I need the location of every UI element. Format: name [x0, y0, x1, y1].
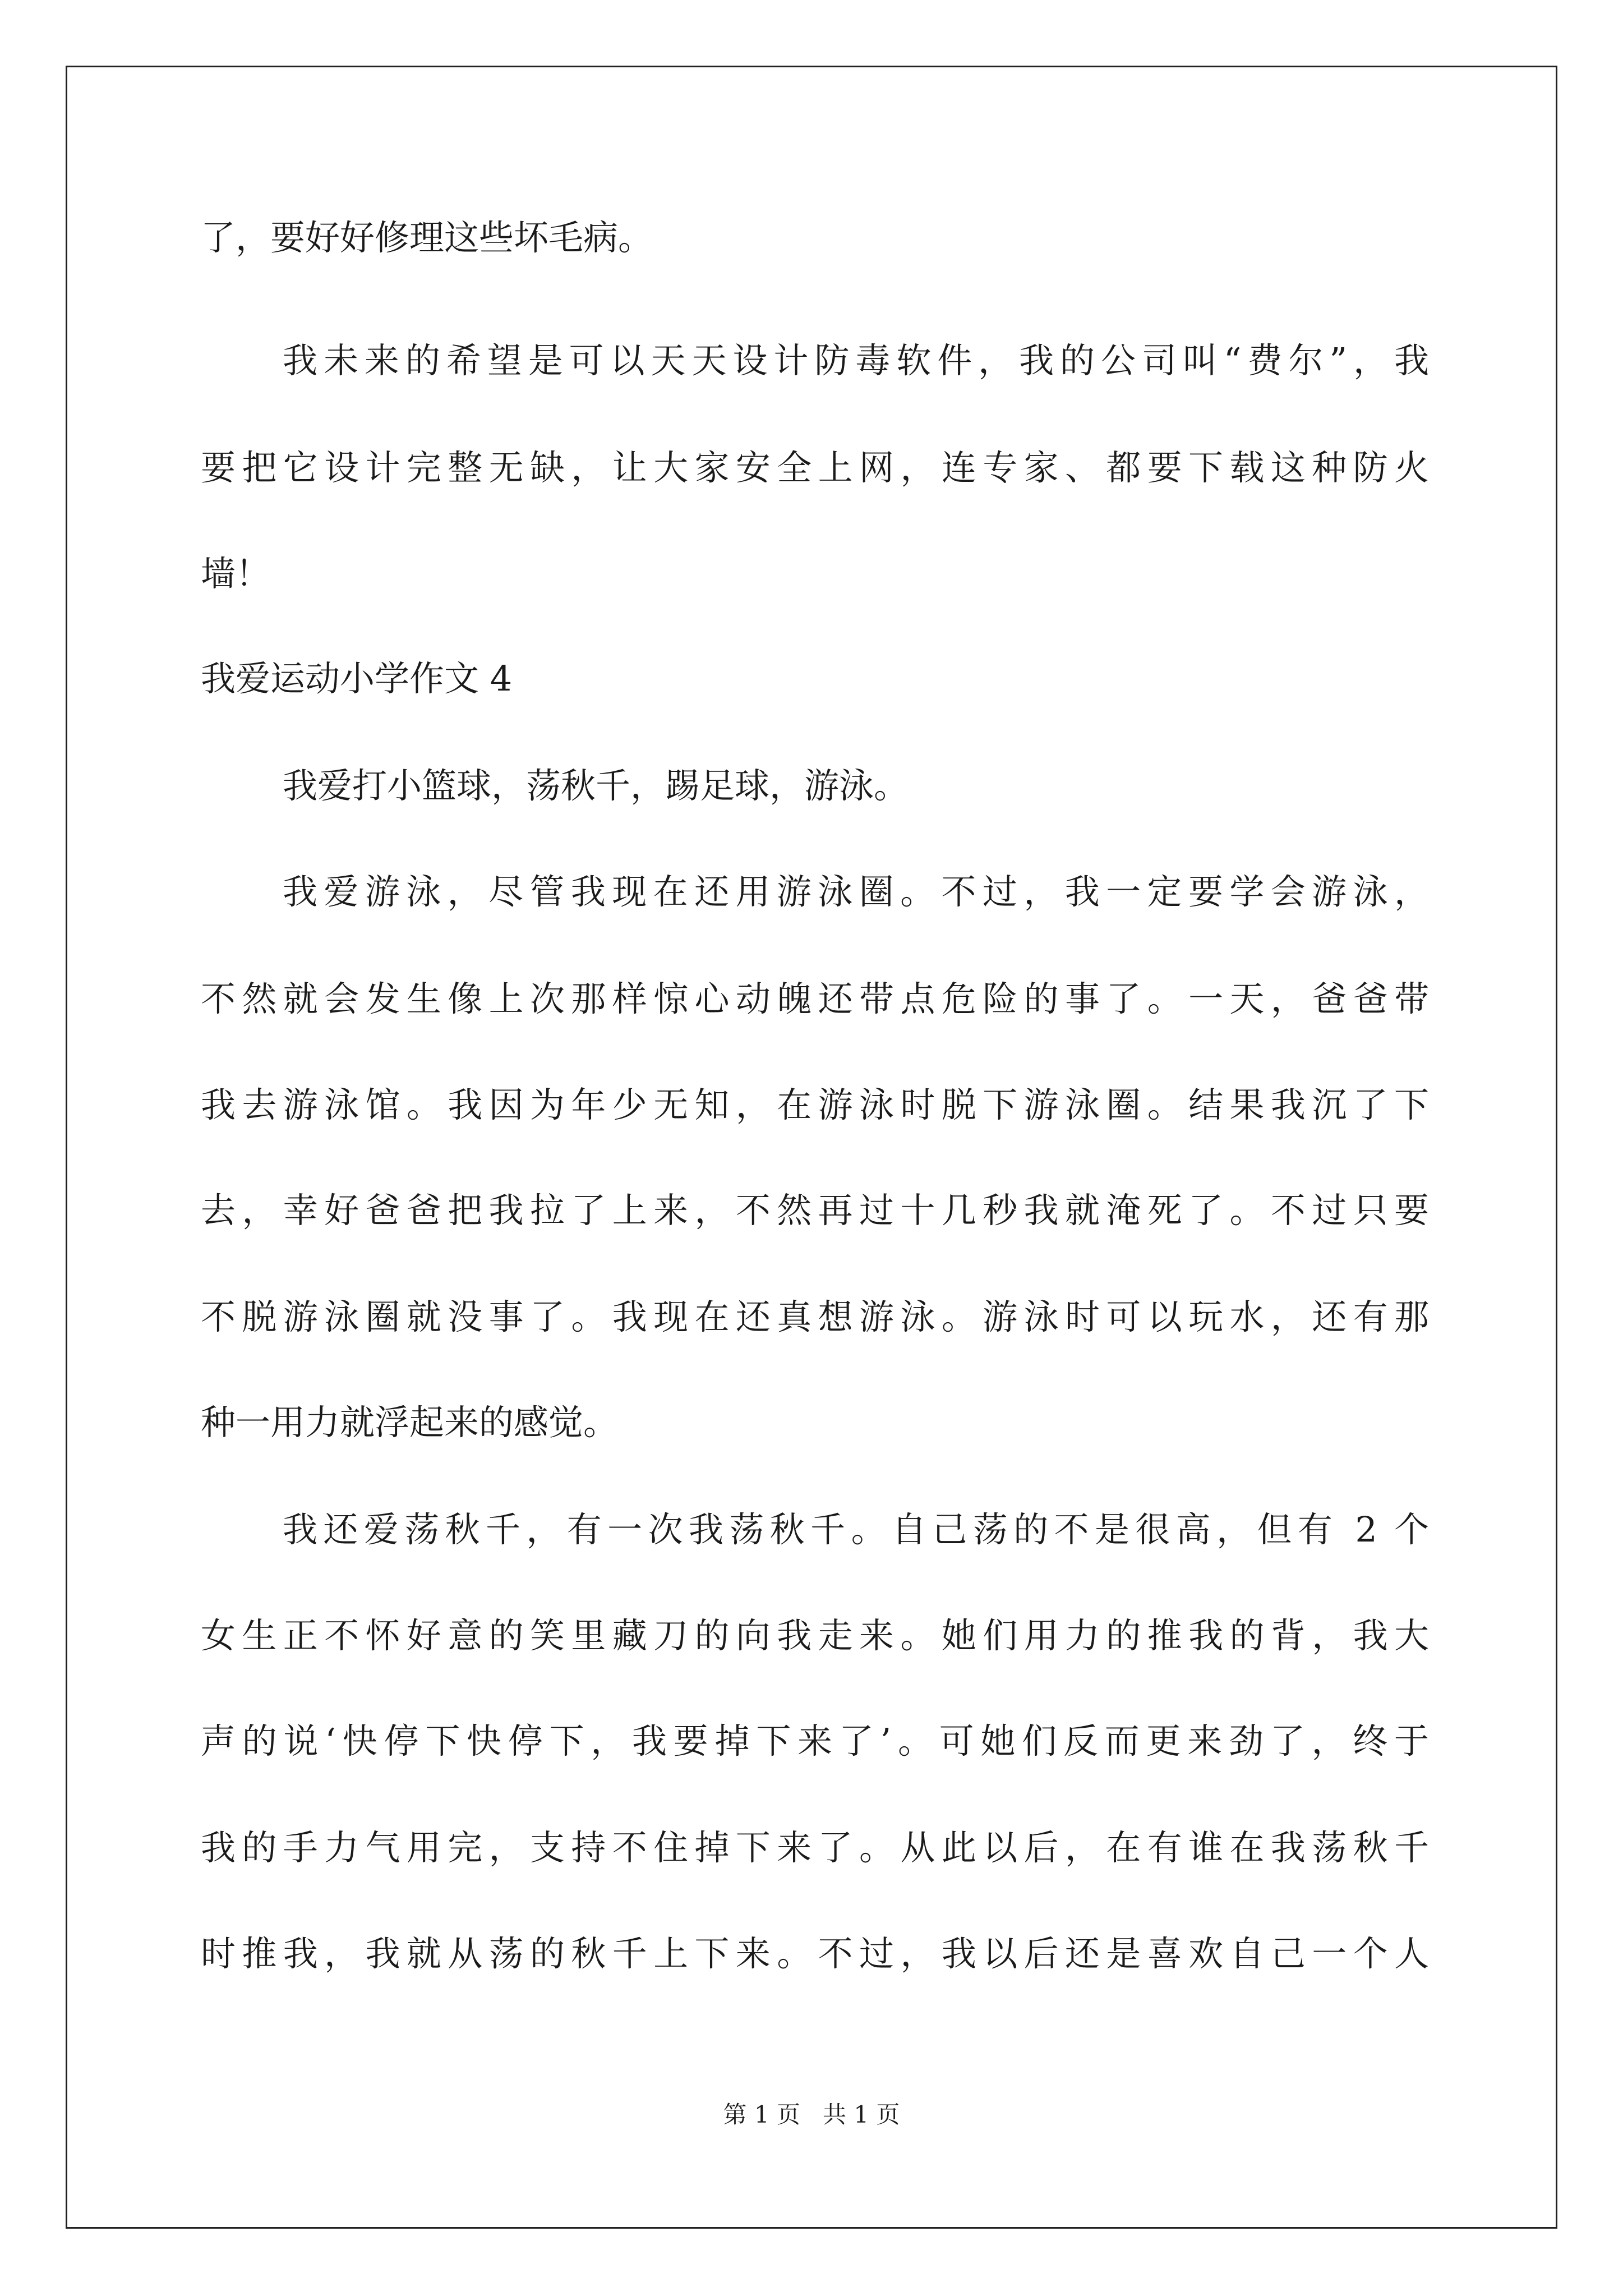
text-line: 我爱打小篮球，荡秋千，踢足球，游泳。: [283, 765, 909, 806]
page-number-total: 共 1 页: [823, 2101, 900, 2128]
section-heading: 我爱运动小学作文 4: [201, 658, 513, 699]
text-line: 去，幸好爸爸把我拉了上来，不然再过十几秒我就淹死了。不过只要: [201, 1190, 1429, 1231]
text-line: 不然就会发生像上次那样惊心动魄还带点危险的事了。一天，爸爸带: [201, 978, 1429, 1019]
text-line: 墙！: [201, 553, 271, 594]
page-footer: [0, 2098, 1623, 2132]
text-line: 我未来的希望是可以天天设计防毒软件，我的公司叫“费尔”，我: [283, 340, 1429, 381]
text-line: 我的手力气用完，支持不住掉下来了。从此以后，在有谁在我荡秋千: [201, 1827, 1429, 1868]
text-line: 女生正不怀好意的笑里藏刀的向我走来。她们用力的推我的背，我大: [201, 1615, 1429, 1656]
text-line: 声的说‘快停下快停下，我要掉下来了’。可她们反而更来劲了，终于: [201, 1720, 1429, 1761]
text-line: 我去游泳馆。我因为年少无知，在游泳时脱下游泳圈。结果我沉了下: [201, 1084, 1429, 1125]
text-line: 我爱游泳，尽管我现在还用游泳圈。不过，我一定要学会游泳，: [283, 871, 1429, 912]
page-number-current: 第 1 页: [723, 2101, 800, 2128]
text-line: 时推我，我就从荡的秋千上下来。不过，我以后还是喜欢自己一个人: [201, 1933, 1429, 1974]
page-border: [66, 66, 1557, 2229]
text-line: 要把它设计完整无缺，让大家安全上网，连专家、都要下载这种防火: [201, 447, 1429, 488]
text-line: 种一用力就浮起来的感觉。: [201, 1402, 619, 1443]
text-line: 不脱游泳圈就没事了。我现在还真想游泳。游泳时可以玩水，还有那: [201, 1296, 1429, 1337]
text-line: 我还爱荡秋千，有一次我荡秋千。自己荡的不是很高，但有 2 个: [283, 1509, 1429, 1550]
text-line: 了，要好好修理这些坏毛病。: [201, 217, 653, 258]
footer-spacer: [800, 2101, 823, 2128]
